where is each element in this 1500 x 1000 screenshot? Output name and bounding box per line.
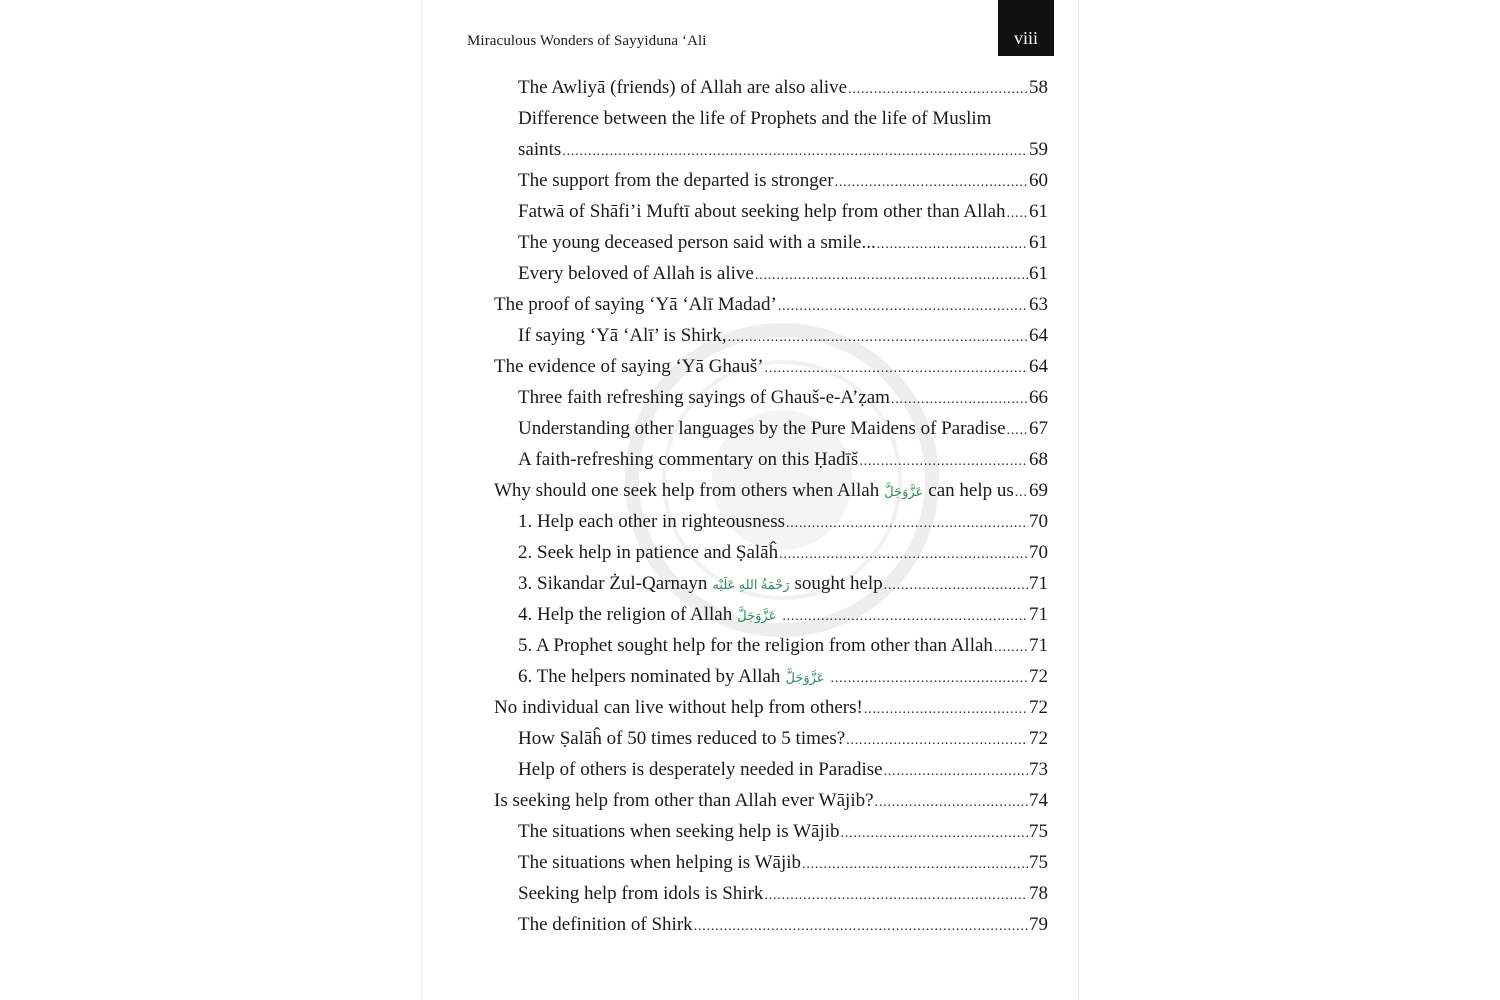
toc-entry[interactable]: 3. Sikandar Żul-Qarnayn رَحْمَةُ اللهِ عَلَيْه sought help ..... 71 [494,568,1048,599]
arabic-honorific: عَزَّوَجَلَّ [785,670,825,685]
toc-section[interactable]: No individual can live without help from others! ..... 72 [494,692,1048,723]
toc-entry-wrapped-line: Difference between the life of Prophets and the life of Muslim [518,108,992,129]
toc-entry[interactable]: If saying ‘Yā ‘Alī’ is Shirk, ..... 64 [494,320,1048,351]
toc-section[interactable]: Why should one seek help from others when Allah عَزَّوَجَلَّ can help us ..... 69 [494,475,1048,506]
toc-entry[interactable]: Help of others is desperately needed in Paradise ..... 73 [494,754,1048,785]
toc-entry[interactable]: Fatwā of Shāfi’i Muftī about seeking help from other than Allah ..... 61 [494,196,1048,227]
toc-entry[interactable]: The support from the departed is stronger ..... 60 [494,165,1048,196]
arabic-honorific: رَحْمَةُ اللهِ عَلَيْه [712,577,790,592]
book-page [421,0,1079,1000]
table-of-contents [494,72,1048,940]
toc-entry[interactable]: The Awliyā (friends) of Allah are also alive ..... 58 [494,72,1048,103]
page-number-tab: viii [998,0,1054,56]
toc-entry[interactable]: The definition of Shirk ..... 79 [494,909,1048,940]
toc-entry[interactable]: A faith-refreshing commentary on this Ḥadīš ..... 68 [494,444,1048,475]
arabic-honorific: عَزَّوَجَلَّ [737,608,777,623]
toc-entry[interactable]: 6. The helpers nominated by Allah عَزَّوَجَلَّ ..... 72 [494,661,1048,692]
toc-entry[interactable]: Understanding other languages by the Pure Maidens of Paradise ..... 67 [494,413,1048,444]
toc-entry[interactable]: 5. A Prophet sought help for the religion from other than Allah ..... 71 [494,630,1048,661]
toc-entry[interactable]: How Ṣalāĥ of 50 times reduced to 5 times? ..... 72 [494,723,1048,754]
toc-entry[interactable]: 2. Seek help in patience and Ṣalāĥ ..... 70 [494,537,1048,568]
toc-entry[interactable]: Three faith refreshing sayings of Ghauš-e-A’ẓam ..... 66 [494,382,1048,413]
toc-entry[interactable]: 1. Help each other in righteousness ..... 70 [494,506,1048,537]
toc-entry[interactable]: Every beloved of Allah is alive ..... 61 [494,258,1048,289]
toc-entry[interactable]: The situations when helping is Wājib ..... 75 [494,847,1048,878]
toc-entry[interactable]: saints ..... 59 [494,134,1048,165]
toc-entry[interactable]: 4. Help the religion of Allah عَزَّوَجَلَّ ..... 71 [494,599,1048,630]
toc-entry[interactable]: The situations when seeking help is Wājib ..... 75 [494,816,1048,847]
toc-entry[interactable]: The young deceased person said with a smile... ..... 61 [494,227,1048,258]
toc-section[interactable]: The evidence of saying ‘Yā Ghauš’ ..... 64 [494,351,1048,382]
running-title: Miraculous Wonders of Sayyiduna ‘Ali [467,33,707,49]
toc-section[interactable]: The proof of saying ‘Yā ‘Alī Madad’ ..... 63 [494,289,1048,320]
toc-entry[interactable]: Seeking help from idols is Shirk ..... 78 [494,878,1048,909]
arabic-honorific: عَزَّوَجَلَّ [884,484,924,499]
toc-section[interactable]: Is seeking help from other than Allah ever Wājib? ..... 74 [494,785,1048,816]
